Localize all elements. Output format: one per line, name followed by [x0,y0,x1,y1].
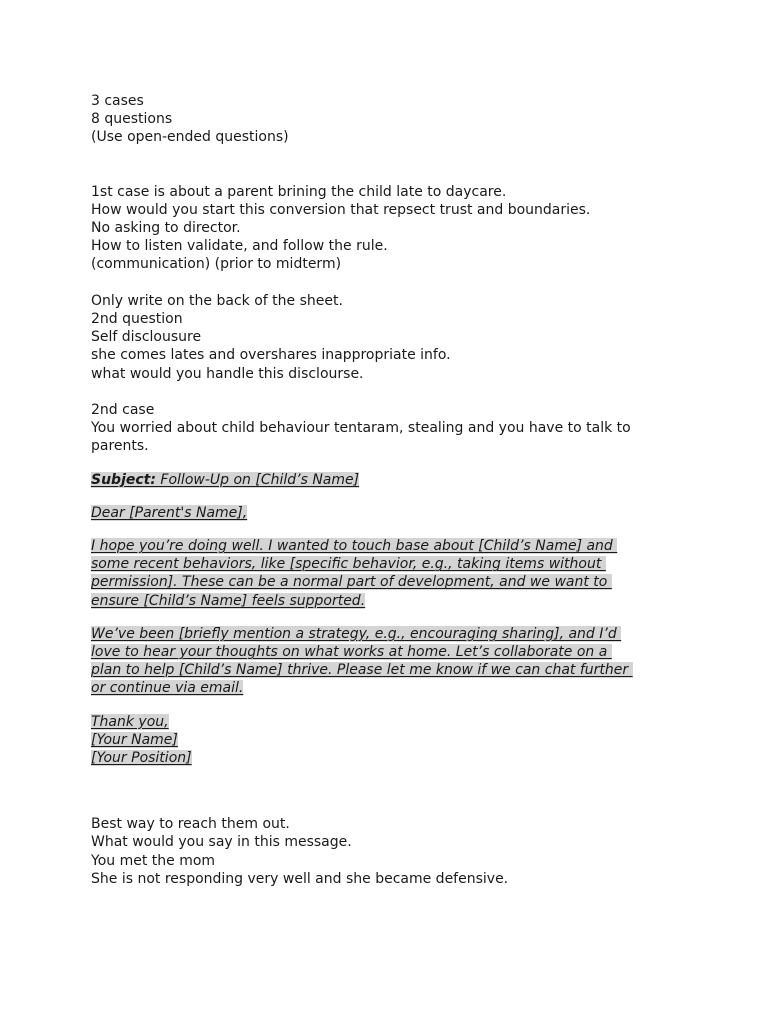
question2-section [91,292,681,383]
case1-line: (communication) (prior to midterm) [91,256,342,273]
question2-line: Self disclousure [91,329,202,346]
email-paragraph-1-line: permission]. These can be a normal part of development, and we want to [91,574,612,591]
notes-line: You met the mom [91,852,216,869]
question2-line: she comes lates and overshares inappropriate info. [91,347,451,364]
email-paragraph-2-line: We’ve been [briefly mention a strategy, e.g., encouraging sharing], and I’d [91,625,622,642]
case2-section [91,401,681,456]
email-paragraph-1-line: ensure [Child’s Name] feels supported. [91,592,366,609]
notes-line: She is not responding very well and she became defensive. [91,870,509,887]
email-paragraph-2-line: love to hear your thoughts on what works at home. Let’s collaborate on a [91,644,612,661]
case2-line: 2nd case [91,402,155,419]
email-paragraph-1 [91,537,681,610]
case1-line: 1st case is about a parent brining the child late to daycare. [91,183,507,200]
intro-line: 3 cases [91,93,144,109]
email-paragraph-2 [91,625,681,698]
case2-line: You worried about child behaviour tentaram, stealing and you have to talk to [91,420,631,437]
case1-line: No asking to director. [91,220,241,237]
email-draft [91,471,681,768]
email-subject-label: Subject: [91,471,156,488]
email-paragraph-1-line: some recent behaviors, like [specific behavior, e.g., taking items without [91,556,606,573]
document-page [91,92,681,888]
email-your-position: [Your Position] [91,750,192,767]
notes-section [91,815,681,888]
email-paragraph-2-line: or continue via email. [91,680,244,697]
notes-line: What would you say in this message. [91,834,352,851]
case1-section [91,183,681,274]
intro-line: (Use open-ended questions) [91,129,289,146]
email-paragraph-1-line: I hope you’re doing well. I wanted to touch base about [Child’s Name] and [91,538,618,555]
question2-line: what would you handle this disclourse. [91,365,364,382]
intro-section [91,92,681,147]
question2-line: Only write on the back of the sheet. [91,292,343,309]
case1-line: How would you start this conversion that repsect trust and boundaries. [91,201,591,218]
intro-line: 8 questions [91,111,173,128]
email-signature [91,713,681,768]
email-closing: Thank you, [91,713,169,730]
notes-line: Best way to reach them out. [91,816,290,833]
question2-line: 2nd question [91,311,183,328]
email-your-name: [Your Name] [91,731,178,748]
email-subject-text: Follow-Up on [Child’s Name] [155,471,360,488]
case2-line: parents. [91,438,149,455]
email-subject [91,471,681,489]
email-greeting: Dear [Parent's Name], [91,504,248,521]
email-paragraph-2-line: plan to help [Child’s Name] thrive. Please let me know if we can chat further [91,662,633,679]
case1-line: How to listen validate, and follow the rule. [91,238,388,255]
